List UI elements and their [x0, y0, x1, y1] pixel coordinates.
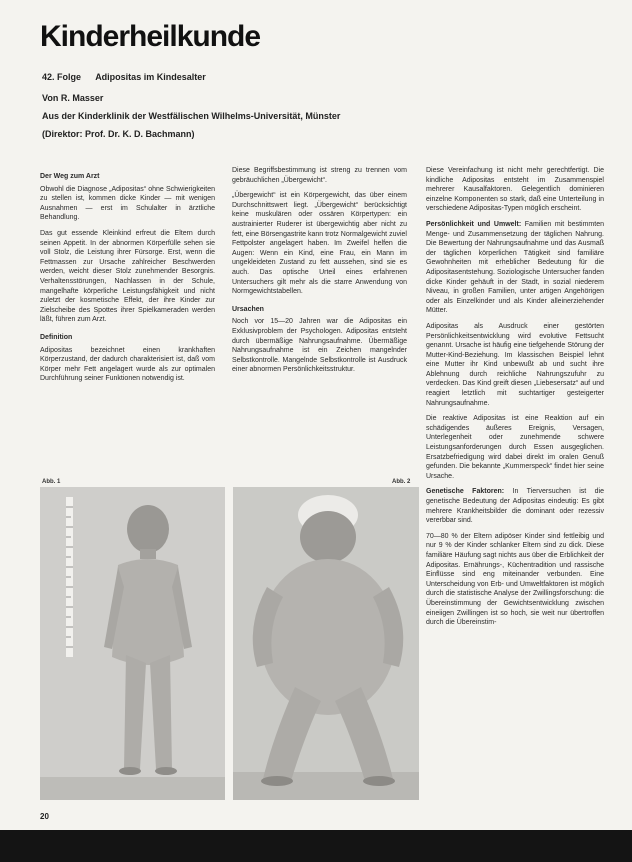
- paragraph: Diese Vereinfachung ist nicht mehr gerechtfertigt. Die kindliche Adipositas entsteht im Zusammenspiel mehrerer Kausalfaktoren. Gelegentlich dominieren einzelne Komponenten so stark, daß eine Unterteilung in verschiedene Adipositas-Typen möglich erscheint.: [426, 167, 604, 213]
- paragraph: Adipositas bezeichnet einen krankhaften Körperzustand, der dadurch charakterisiert ist, daß vom Körper mehr Fett angelagert wurde als zur optimalen Durchführung seiner Funktionen notwendig ist.: [40, 346, 215, 383]
- paragraph: Diese Begriffsbestimmung ist streng zu trennen vom gebräuchlichen „Übergewicht“.: [232, 167, 407, 184]
- section-heading: Ursachen: [232, 305, 264, 313]
- author-line: Von R. Masser: [42, 93, 104, 103]
- section-heading: Der Weg zum Arzt: [40, 173, 100, 180]
- paragraph-text: In Tierversuchen ist die genetische Bedeutung der Adipositas eindeutig: Es gibt mehrere Krankheitsbilder die dominant oder rezessiv vererbbar sind.: [426, 488, 605, 525]
- paragraph: [426, 487, 604, 525]
- scan-bottom-edge: [0, 830, 632, 862]
- paragraph: Adipositas als Ausdruck einer gestörten Persönlichkeitsentwicklung wird evolutive Fettsucht genannt. Ursache ist häufig eine tiefgehende Störung der Mutter-Kind-Beziehung. Im klassischen Beispiel lehnt eine Mutter ihr Kind unbewußt ab und sucht ihre Ablehnung durch reichliche Nahrungszufuhr zu verdecken. Das Kind greift diesen „Liebesersatz“ auf und reagiert letztlich mit suchtartiger gesteigerter Nahrungsaufnahme.: [426, 322, 604, 407]
- inline-heading: Persönlichkeit und Umwelt:: [426, 220, 522, 228]
- paragraph-text: Familien mit bestimmten Menge- und Zusammensetzung der täglichen Nahrung. Die Bewertung der Nahrungsaufnahme und das Ausmaß der täglichen körperlichen Tätigkeit sind familiäre Gewohnheiten mit erheblicher Bedeutung für die Adipositasentstehung. Soziologische Untersucher fanden dicke Kinder gehäuft in der Stadt, in sozial niederem Niveau, in großen Familien, unter artigen Angehörigen oder als Einzelkinder und als Kinder alleinerziehender Mütter.: [426, 220, 604, 315]
- institution-line: Aus der Kinderklinik der Westfälischen Wilhelms-Universität, Münster: [42, 111, 341, 121]
- paragraph: Das gut essende Kleinkind erfreut die Eltern durch seinen Appetit. In der abnormen Körperfülle sehen sie voll Stolz, die Leistung ihrer Fürsorge. Erst, wenn die Fettmassen zur Ursache zahlreicher Beschwerden werden, weicht dieser Stolz zunehmender Besorgnis. Verhaltensstörungen, Nachlassen in der Schule, mangelhafte körperliche Leistungsfähigkeit und nicht zuletzt der kosmetische Effekt, der ihre Kinder zur Zielscheibe des Spottes ihrer Spielkameraden werden läßt, führen zum Arzt.: [40, 229, 215, 324]
- paragraph: Noch vor 15—20 Jahren war die Adipositas ein Exklusivproblem der Psychologen. Adipositas entsteht durch übermäßige Nahrungsaufnahme. Übermäßige Nahrungsaufnahme ist ein Zeichen mangelnder Selbstkontrolle. Mangelnde Selbstkontrolle ist Ausdruck einer abnormen Persönlichkeitsstruktur.: [232, 318, 407, 374]
- paragraph: [426, 220, 604, 316]
- series-number: 42. Folge: [42, 72, 82, 82]
- series-line: [42, 72, 206, 82]
- paragraph: Obwohl die Diagnose „Adipositas“ ohne Schwierigkeiten zu stellen ist, kommen dicke Kinder — mit wenigen Ausnahmen — erst im Schulalter in ärztliche Behandlung.: [40, 185, 215, 222]
- figure-1-label: Abb. 1: [42, 479, 61, 485]
- page-number: 20: [40, 812, 49, 821]
- figure-1-photo: [40, 487, 225, 800]
- section-heading: Definition: [40, 333, 73, 341]
- paragraph: Die reaktive Adipositas ist eine Reaktion auf ein schädigendes äußeres Ereignis, Versagen, Unterlegenheit oder zunehmende schwere Leistungsanforderungen durch Essen ausgeglichen. Ersatzbefriedigung wird dabei direkt im oralen Genuß gefunden. Die bekannte „Kummerspeck“ findet hier seine Ursache.: [426, 415, 604, 480]
- director-line: (Direktor: Prof. Dr. K. D. Bachmann): [42, 129, 195, 139]
- column-1: [40, 172, 215, 390]
- article-topic: Adipositas im Kindesalter: [95, 72, 206, 82]
- column-3: [426, 166, 604, 634]
- figure-2-photo: [233, 487, 419, 800]
- column-2: [232, 166, 407, 381]
- obese-child-photo: [233, 487, 419, 800]
- paragraph: „Übergewicht“ ist ein Körpergewicht, das über einem Durchschnittswert liegt. „Übergewicht“ berücksichtigt keine muskulären oder ossären Körpertypen: ein austrainierter Ruderer ist übergewichtig aber nicht zu fett, eine Börsengastrite kann trotz Normalgewicht zuviel Fettpolster angelagert haben. Im Zweifel helfen die Augen: Wenn ein Kind, eine Frau, ein Mann im ungekleideten Zustand zu fett aussehen, sind sie es auch. Das optische Urteil eines erfahrenen Untersuchers gilt mehr als die starre Anwendung von Normgewichtstabellen.: [232, 192, 407, 296]
- inline-heading: Genetische Faktoren:: [426, 488, 505, 496]
- figure-2-label: Abb. 2: [392, 479, 411, 485]
- page-title: Kinderheilkunde: [40, 20, 261, 53]
- paragraph: 70—80 % der Eltern adipöser Kinder sind fettleibig und nur 9 % der Kinder schlanker Eltern sind zu dick. Diese familiäre Häufung sagt nichts aus über die Erblichkeit der Adipositas. Ernährungs-, Küchentradition und rassische Einflüsse sind eng miteinander verbunden. Eine Unterscheidung von Erb- und Umweltfaktoren ist möglich durch die statistische Analyse der Zwillingsforschung: die Übereinstimmung der Gewichtsentwicklung zwischen eineiigen Zwillingen ist so hoch, sie weit nur übertroffen durch die Übereinstim-: [426, 532, 604, 627]
- standing-child-photo: [40, 487, 225, 800]
